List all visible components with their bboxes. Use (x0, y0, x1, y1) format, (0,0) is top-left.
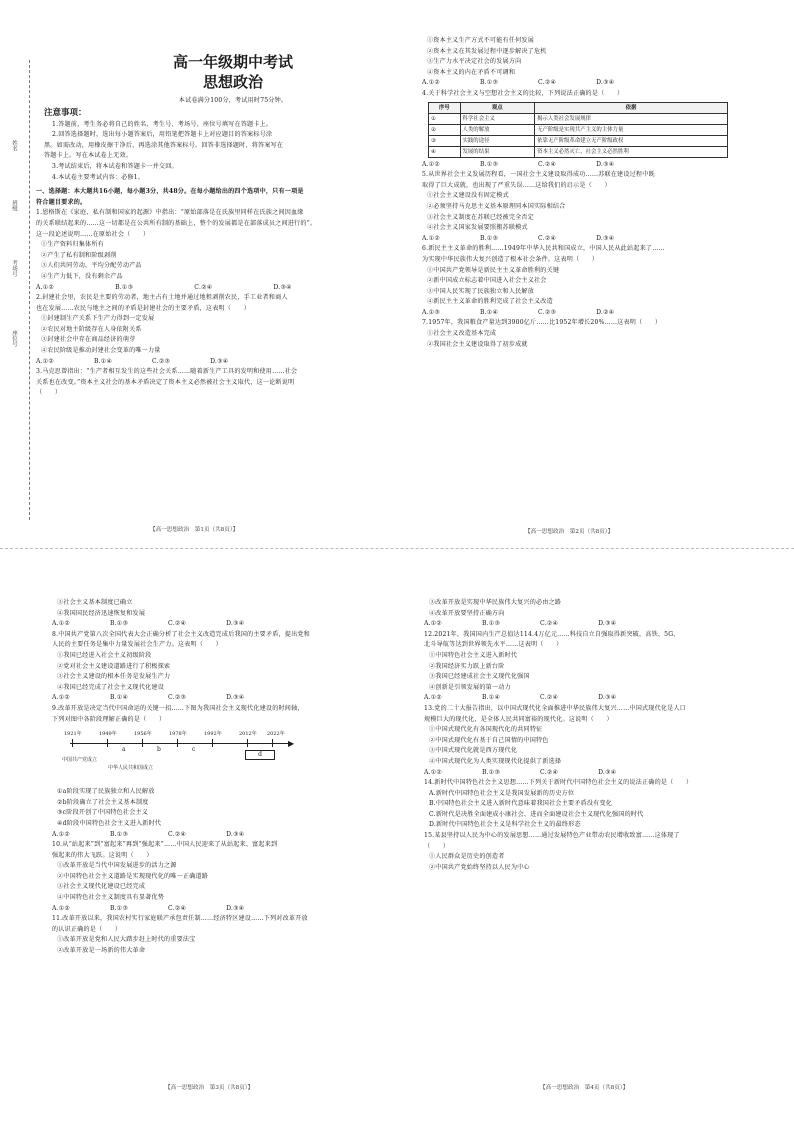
question-option: ①我国已经进入社会主义初级阶段 (57, 651, 152, 659)
question-text: 下列对图中各阶段理解正确的是（ ） (52, 715, 166, 723)
answer-choices (36, 283, 390, 294)
question-2 (36, 293, 390, 367)
answer-choice: B.①③ (479, 234, 499, 242)
question-text: 11.改革开放以来，我国农村实行家庭联产承包责任制……经济特区建设……下列对改革开放 (52, 915, 308, 923)
table-header: 观点 (460, 102, 535, 113)
question-option: ①社会主义改造基本完成 (427, 330, 497, 338)
question-text: 为实现中华民族伟大复兴创造了根本社会条件。这表明（ ） (422, 255, 599, 263)
answer-choice: D.③④ (210, 357, 229, 365)
table-header-row (429, 102, 728, 113)
question-text: （ ） (424, 842, 450, 850)
question-text: 9.改革开放是决定当代中国命运的关键一招……下图为我国社会主义现代化建设的时间轴， (52, 704, 304, 712)
answer-choice: C.②④ (168, 830, 187, 838)
question-option: ③社会主义制度在苏联已经被完全否定 (427, 213, 534, 221)
question-11 (52, 914, 406, 956)
timeline-tick (107, 739, 108, 747)
question-text: 取得了巨大成就，也出现了严重失误……这给我们的启示是（ ） (422, 181, 611, 189)
exam-page-2 (422, 36, 767, 539)
answer-choices (422, 78, 767, 89)
exam-page-4 (424, 598, 770, 1098)
table-cell: 资本主义必然灭亡，社会主义必然胜利 (535, 146, 728, 157)
exam-page-3 (52, 598, 406, 1098)
answer-choice: B.①③ (479, 79, 499, 87)
timeline-letter: a (122, 746, 126, 754)
question-option: ①中国特色社会主义进入新时代 (429, 651, 518, 659)
question-option: ③c阶段开创了中国特色社会主义 (57, 809, 149, 817)
question-option: ②中国特色社会主义道路是实现现代化的唯一正确道路 (57, 872, 209, 880)
answer-choice: A.①② (424, 694, 443, 702)
answer-choice: A.①② (52, 694, 71, 702)
answer-choice: C.②③ (168, 694, 187, 702)
question-option: ②我国经济实力跃上新台阶 (429, 662, 505, 670)
table-cell: 科学社会主义 (460, 113, 535, 124)
question-option: ②新中国成立标志着中国进入社会主义社会 (427, 277, 547, 285)
answer-choice: D.③④ (598, 768, 617, 776)
answer-choices (424, 619, 770, 630)
arrow-right-icon: ▶ (288, 739, 295, 749)
notes-block (44, 107, 390, 184)
table-cell: ④ (429, 146, 461, 157)
section-heading: 一、选择题：本大题共16小题，每小题3分，共48分。在每小题给出的四个选项中，只有一项是 (36, 188, 304, 196)
table-row (429, 135, 728, 146)
question-option: C.新时代是决胜全面建成小康社会、进而全面建设社会主义现代化强国的时代 (429, 810, 644, 818)
question-option: ②我国社会主义建设取得了初步成就 (427, 340, 528, 348)
margin-label: 班级 (11, 200, 17, 211)
table-row (429, 113, 728, 124)
question-option: ②农民对地主阶级存在人身依附关系 (41, 325, 142, 333)
answer-choice: B.①④ (479, 308, 499, 316)
answer-choice: D.③④ (596, 234, 615, 242)
question-option: ③社会主义现代化建设已经完成 (57, 883, 146, 891)
answer-choice: C.②④ (540, 768, 559, 776)
question-option: ③生产力水平决定社会的发展方向 (427, 58, 522, 66)
answer-choice: B.①③ (109, 904, 129, 912)
answer-choice: D.③④ (596, 160, 615, 168)
question-14 (424, 778, 770, 831)
section-heading: 符合题目要求的。 (36, 198, 87, 206)
table-header: 依据 (535, 102, 728, 113)
answer-choices (422, 160, 767, 171)
question-option: ④创新是引领发展的第一动力 (429, 683, 511, 691)
question-option: ①中国式现代化有各国现代化的共同特征 (429, 726, 543, 734)
question-12 (424, 630, 770, 704)
question-3-continued (422, 36, 767, 89)
question-text: 4.关于科学社会主义与空想社会主义的比较，下列说法正确的是（ ） (422, 89, 624, 97)
question-text: 1.恩格斯在《家庭、私有制和国家的起源》中指出：“原始部落是在氏族里同样在氏族之间因血缘 (36, 209, 304, 217)
question-10 (52, 840, 406, 914)
answer-choice: A.①② (52, 620, 71, 628)
question-7-continued (52, 598, 406, 630)
question-option: ③我国已经建成社会主义现代化强国 (429, 673, 530, 681)
answer-choices (52, 619, 406, 630)
table-cell: ① (429, 113, 461, 124)
question-text: 人民的主要任务是集中力量发展社会生产力。这表明（ ） (52, 641, 222, 649)
table-row (429, 146, 728, 157)
answer-choice: B.①③ (479, 160, 499, 168)
answer-choice: D.③④ (226, 904, 245, 912)
question-option: ①改革开放是党和人民大踏步赶上时代的重要法宝 (57, 936, 196, 944)
answer-choices (422, 308, 767, 319)
question-text: 13.党的二十大报告指出，以中国式现代化全面推进中华民族伟大复兴……中国式现代化是人口 (424, 704, 687, 712)
question-option: ④我国已经完成了社会主义现代化建设 (57, 683, 164, 691)
timeline-tick (212, 739, 213, 747)
question-option: ④我国国民经济迅速恢复和发展 (57, 609, 146, 617)
question-8 (52, 630, 406, 704)
answer-choice: A.①② (422, 160, 441, 168)
exam-title: 高一年级期中考试 (172, 53, 293, 71)
question-text: 关系也在改变。”资本主义社会的基本矛盾决定了资本主义必然被社会主义取代，这一论断说明 (36, 378, 295, 386)
answer-choice: C.②④ (540, 620, 559, 628)
notes-item: 2.回答选择题时，选出每小题答案后，用铅笔把答题卡上对应题目的答案标号涂 (52, 131, 273, 139)
question-option: ④中国式现代化为人类实现现代化提供了新选择 (429, 757, 562, 765)
question-text: 规模巨大的现代化，是全体人民共同富裕的现代化。这说明（ ） (424, 715, 613, 723)
answer-choice: A.①② (424, 620, 443, 628)
answer-choice: A.①③ (422, 308, 441, 316)
question-option: ④生产力低下，没有剩余产品 (41, 272, 123, 280)
notes-item: 3.考试结束后，将本试卷和答题卡一并交回。 (52, 162, 178, 170)
answer-choices (52, 693, 406, 704)
question-11-continued (424, 598, 770, 630)
answer-choice: D.③④ (596, 79, 615, 87)
table-cell: ③ (429, 135, 461, 146)
table-cell: 揭示人类社会发展规律 (535, 113, 728, 124)
question-1 (36, 208, 390, 293)
question-option: ④新民主主义革命的胜利完成了社会主义改造 (427, 298, 553, 306)
question-option: ③社会主义建设的根本任务是发展生产力 (57, 673, 171, 681)
question-option: ①a阶段实现了民族独立和人民解放 (57, 788, 155, 796)
margin-label: 姓名 (11, 140, 17, 151)
question-option: ①资本主义生产方式不可能有任何发展 (427, 37, 534, 44)
table-cell: ② (429, 124, 461, 135)
exam-subject: 思想政治 (202, 73, 263, 91)
answer-choice: D.②④ (596, 308, 615, 316)
notes-item: 黑。如需改动，用橡皮擦干净后，再选涂其他答案标号。回答非选择题时，将答案写在 (44, 141, 284, 149)
timeline-tick (272, 739, 273, 747)
timeline-year: 2012年 (239, 731, 257, 738)
timeline-tick (72, 739, 73, 747)
timeline-year: 1978年 (169, 731, 187, 738)
margin-label: 座位号 (11, 330, 17, 347)
question-text: 的关系联结起来的……这一切都是在公共所有制的基础上，整个的发展都是在部落成员之间进行的”。 (36, 219, 317, 227)
table-cell: 无产阶级是实现共产主义的主体力量 (535, 124, 728, 135)
timeline-letter: b (157, 746, 161, 754)
margin-label: 考场号 (11, 260, 17, 277)
question-option: D.新时代中国特色社会主义是科学社会主义的最终形态 (429, 821, 581, 829)
question-option: ③中国式现代化就是西方现代化 (429, 747, 518, 755)
question-7 (422, 318, 767, 350)
table-cell: 人类的解放 (460, 124, 535, 135)
exam-page-1 (36, 28, 390, 538)
question-text: 6.新民主主义革命的胜利……1949年中华人民共和国成立，中国人民从此站起来了…… (422, 245, 665, 253)
question-option: ④资本主义的内在矛盾不可调和 (427, 68, 516, 76)
question-option: A.新时代中国特色社会主义是我国发展新的历史方位 (429, 789, 575, 797)
question-text: 12.2021年，我国国内生产总值达114.4万亿元……科技自立自强取得新突破，高铁、5G、 (424, 630, 680, 638)
answer-choice: B.①③ (481, 620, 501, 628)
timeline-tick (142, 739, 143, 747)
question-text: 3.马克思曾指出：“生产者相互发生的这些社会关系……随着新生产工具的发明和使用……社会 (36, 368, 298, 376)
answer-choice: A.①② (36, 283, 55, 291)
question-text: 2.封建社会里，农民是主要的劳动者，地主占有土地并通过地租剥削农民，手工业者和商人 (36, 294, 288, 302)
answer-choices (422, 234, 767, 245)
question-option: ①人民群众是历史的创造者 (429, 853, 505, 861)
answer-choice: D.③④ (226, 830, 245, 838)
table-cell: 发展的结果 (460, 146, 535, 157)
answer-choice: A.①② (422, 234, 441, 242)
question-4 (422, 89, 767, 170)
question-5 (422, 170, 767, 244)
question-text: 14.新时代中国特色社会主义思想……下列关于新时代中国特色社会主义的说法正确的是（ ） (424, 779, 693, 787)
page-footer: 【高一思想政治 第3页（共8页）】 (165, 1085, 254, 1091)
answer-choice: C.②④ (538, 160, 557, 168)
timeline-tick (177, 739, 178, 747)
answer-choice: B.①④ (109, 694, 129, 702)
timeline-letter: c (192, 746, 196, 754)
page-footer: 【高一思想政治 第4页（共8页）】 (540, 1085, 629, 1091)
question-15 (424, 831, 770, 873)
binding-margin (2, 140, 32, 400)
question-option: ③改革开放是实现中华民族伟大复兴的必由之路 (429, 599, 562, 606)
question-option: ①生产资料归集体所有 (41, 241, 104, 249)
question-option: ③人们共同劳动，平均分配劳动产品 (41, 262, 142, 270)
page-footer: 【高一思想政治 第1页（共8页）】 (150, 527, 239, 533)
question-option: B.中国特色社会主义进入新时代意味着我国社会主要矛盾没有变化 (429, 800, 613, 808)
timeline-year: 1956年 (134, 731, 152, 738)
answer-choice: B.①③ (481, 768, 501, 776)
question-option: ②党对社会主义建设道路进行了积极探索 (57, 662, 171, 670)
question-text: 7.1957年，我国粮食产量达到3900亿斤……比1952年增长20%……这表明（ ） (422, 319, 662, 327)
answer-choice: C.②④ (538, 79, 557, 87)
notes-item: 答题卡上。写在本试卷上无效。 (44, 152, 133, 160)
timeline-label: 中国共产党成立 (62, 757, 98, 764)
answer-choice: C.②④ (540, 694, 559, 702)
question-option: ②中国式现代化有基于自己国情的中国特色 (429, 736, 549, 744)
question-option: ③封建社会中存在商品经济的萌芽 (41, 336, 136, 344)
timeline-year: 1992年 (204, 731, 222, 738)
timeline-label: 中华人民共和国成立 (108, 765, 154, 772)
answer-choice: B.①④ (481, 694, 501, 702)
question-option: ③社会主义基本制度已确立 (57, 599, 133, 606)
answer-choice: D.③④ (226, 620, 245, 628)
answer-choices (52, 904, 406, 915)
timeline-box: d (245, 750, 275, 760)
answer-choice: C.②④ (168, 620, 187, 628)
answer-choice: A.①② (52, 904, 71, 912)
answer-choice: D.③④ (598, 694, 617, 702)
question-option: ③中国人民实现了民族独立和人民解放 (427, 287, 534, 295)
answer-choice: A.①② (424, 768, 443, 776)
answer-choice: A.①② (422, 79, 441, 87)
question-option: ①中国共产党领导是新民主主义革命胜利的关键 (427, 266, 560, 274)
question-option: ②中国共产党始终坚持以人民为中心 (429, 863, 530, 871)
answer-choice: B.①③ (109, 620, 129, 628)
question-option: ④改革开放要坚持正确方向 (429, 609, 505, 617)
table-row (429, 124, 728, 135)
question-option: ④中国特色社会主义制度具有显著优势 (57, 894, 164, 902)
answer-choice: D.③④ (273, 283, 292, 291)
question-option: ④社会主义国家发展要照搬苏联模式 (427, 224, 528, 232)
question-6 (422, 244, 767, 318)
answer-choice: A.①② (52, 830, 71, 838)
answer-choice: B.①④ (93, 357, 113, 365)
answer-choice: C.②④ (538, 234, 557, 242)
question-9 (52, 704, 406, 840)
question-3 (36, 367, 390, 399)
answer-choices (424, 768, 770, 779)
answer-choices (424, 693, 770, 704)
question-option: ②资本主义在其发展过程中逐步解决了危机 (427, 47, 547, 55)
page-divider (0, 548, 794, 549)
answer-choice: C.②④ (168, 904, 187, 912)
exam-info: 本试卷满分100分，考试用时75分钟。 (178, 97, 288, 104)
history-timeline (62, 727, 312, 785)
question-text: 的认识正确的是（ ） (52, 925, 122, 933)
table-cell: 实践的途径 (460, 135, 535, 146)
question-option: ②产生了私有制和阶级剥削 (41, 251, 117, 259)
question-text: 8.中国共产党第八次全国代表大会正确分析了社会主义改造完成后我国的主要矛盾，提出党和 (52, 630, 310, 638)
question-text: 10.从“站起来”到“富起来”再到“强起来”……中国人民迎来了从站起来、富起来到 (52, 841, 278, 849)
notes-heading: 注意事项： (44, 107, 87, 118)
page-footer: 【高一思想政治 第2页（共8页）】 (525, 529, 614, 535)
timeline-year: 1949年 (99, 731, 117, 738)
question-text: 强起来的伟大飞跃。这说明（ ） (52, 851, 153, 859)
answer-choices (52, 830, 406, 841)
answer-choice: C.②④ (194, 283, 213, 291)
answer-choice: C.②③ (152, 357, 171, 365)
question-text: （ ） (36, 389, 62, 397)
question-option: ①社会主义建设没有固定模式 (427, 192, 509, 200)
answer-choice: D.③④ (598, 620, 617, 628)
timeline-year: 1921年 (64, 731, 82, 738)
answer-choice: C.②③ (538, 308, 557, 316)
question-option: ②改革开放是一场新的伟大革命 (57, 947, 146, 955)
table-header: 序号 (429, 102, 461, 113)
timeline-axis (70, 743, 290, 744)
table-cell: 依靠无产阶级革命建立无产阶级政权 (535, 135, 728, 146)
question-option: ①封建制生产关系下生产力得到一定发展 (41, 315, 155, 323)
question-13 (424, 704, 770, 778)
question-text: 5.从世界社会主义发展历程看，一国社会主义建设取得成功……苏联在建设过程中既 (422, 171, 655, 179)
question-text: 15.某县坚持以人民为中心的发展思想……通过发展特色产业带动农民增收致富……这体现了 (424, 832, 680, 840)
question-text: 这一段论述说明……在原始社会（ ） (36, 230, 150, 238)
answer-choice: D.③④ (226, 694, 245, 702)
question-text: 北斗导航等达到世界领先水平……这表明（ ） (424, 641, 563, 649)
notes-item: 4.本试卷主要考试内容：必修1。 (52, 173, 145, 181)
answer-choice: B.①③ (109, 830, 129, 838)
question-option: ①改革开放是当代中国发展进步的活力之源 (57, 862, 177, 870)
timeline-year: 2022年 (267, 731, 285, 738)
notes-item: 1.答题前，考生务必将自己的姓名、考生号、考场号、座位号填写在答题卡上。 (52, 120, 273, 128)
question-option: ②b阶段确立了社会主义基本制度 (57, 798, 149, 806)
answer-choices (36, 357, 390, 368)
question-text: 也在发展……农民与地主之间的矛盾是封建社会的主要矛盾，这表明（ ） (36, 304, 250, 312)
question-option: ②必须坚持马克思主义基本原理同本国实际相结合 (427, 202, 566, 210)
question-option: ④农民阶级是推动封建社会变革的唯一力量 (41, 347, 161, 355)
answer-choice: B.①③ (115, 283, 134, 291)
answer-choice: A.①② (36, 357, 55, 365)
timeline-tick (247, 739, 248, 747)
comparison-table (428, 102, 728, 158)
question-option: ④d阶段中国特色社会主义进入新时代 (57, 819, 162, 827)
